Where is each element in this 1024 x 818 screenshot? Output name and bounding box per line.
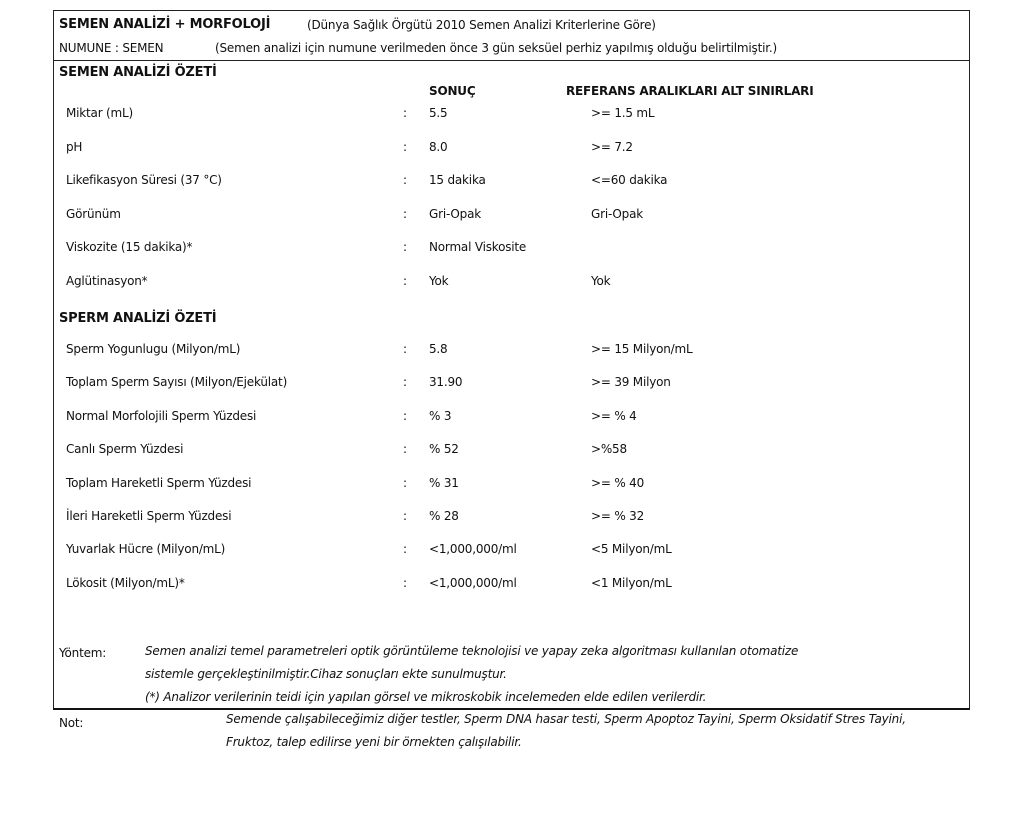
semen-section-title: SEMEN ANALİZİ ÖZETİ <box>59 65 217 80</box>
row-colon: : <box>403 542 407 557</box>
row-label: Aglütinasyon* <box>66 274 148 288</box>
row-colon: : <box>403 575 407 590</box>
row-colon: : <box>403 206 407 221</box>
row-reference: >%58 <box>591 442 627 457</box>
row-label: pH <box>66 139 83 154</box>
table-row <box>0 409 1024 429</box>
sample-note: (Semen analizi için numune verilmeden önce 3 gün seksüel perhiz yapılmış olduğu belirtilmiştir.) <box>215 41 777 55</box>
method-line: Semen analizi temel parametreleri optik görüntüleme teknolojisi ve yapay zeka algoritması kullanılan otomatize <box>145 644 799 658</box>
row-reference: >= % 32 <box>591 509 645 523</box>
table-row <box>0 106 1024 126</box>
row-label: Likefikasyon Süresi (37 °C) <box>66 173 222 188</box>
row-reference: <5 Milyon/mL <box>591 542 672 557</box>
row-value: % 3 <box>429 408 452 423</box>
row-reference: >= % 40 <box>591 475 645 490</box>
row-label: Toplam Hareketli Sperm Yüzdesi <box>66 475 252 490</box>
row-reference: <=60 dakika <box>591 173 668 188</box>
row-label: Miktar (mL) <box>66 106 133 120</box>
row-reference: Yok <box>591 274 611 288</box>
table-row <box>0 342 1024 362</box>
row-colon: : <box>403 442 407 457</box>
result-column-header: SONUÇ <box>429 84 476 98</box>
table-row <box>0 240 1024 260</box>
divider <box>53 60 970 61</box>
row-value: <1,000,000/ml <box>429 542 517 557</box>
sample-label: NUMUNE : SEMEN <box>59 41 164 55</box>
row-value: 5.8 <box>429 342 448 356</box>
table-row <box>0 375 1024 395</box>
method-label: Yöntem: <box>59 646 107 660</box>
table-row <box>0 140 1024 160</box>
method-line: sistemle gerçekleştinilmiştir.Cihaz sonuçları ekte sunulmuştur. <box>145 667 507 681</box>
row-value: % 31 <box>429 475 459 490</box>
row-reference: >= 7.2 <box>591 139 633 154</box>
row-colon: : <box>403 274 407 288</box>
table-row <box>0 542 1024 562</box>
row-value: Gri-Opak <box>429 206 481 221</box>
report-subtitle: (Dünya Sağlık Örgütü 2010 Semen Analizi Kriterlerine Göre) <box>307 18 656 32</box>
row-colon: : <box>403 173 407 188</box>
row-colon: : <box>403 139 407 154</box>
row-colon: : <box>403 342 407 356</box>
table-row <box>0 274 1024 294</box>
row-colon: : <box>403 408 407 423</box>
method-line: (*) Analizor verilerinin teidi için yapılan görsel ve mikroskobik incelemeden elde edilen verilerdir. <box>145 690 707 704</box>
row-value: 8.0 <box>429 139 448 154</box>
reference-column-header: REFERANS ARALIKLARI ALT SINIRLARI <box>566 84 814 98</box>
row-reference: >= 39 Milyon <box>591 375 671 390</box>
table-row <box>0 476 1024 496</box>
row-label: Lökosit (Milyon/mL)* <box>66 575 185 590</box>
row-reference: Gri-Opak <box>591 206 643 221</box>
row-reference: >= 15 Milyon/mL <box>591 342 693 356</box>
row-value: 31.90 <box>429 375 463 390</box>
row-value: <1,000,000/ml <box>429 575 517 590</box>
row-label: İleri Hareketli Sperm Yüzdesi <box>66 509 232 523</box>
note-label: Not: <box>59 716 84 730</box>
row-colon: : <box>403 475 407 490</box>
report-title: SEMEN ANALİZİ + MORFOLOJİ <box>59 17 271 32</box>
row-value: Yok <box>429 274 449 288</box>
table-row <box>0 576 1024 596</box>
row-label: Normal Morfolojili Sperm Yüzdesi <box>66 408 257 423</box>
row-value: 5.5 <box>429 106 448 120</box>
sperm-section-title: SPERM ANALİZİ ÖZETİ <box>59 311 217 326</box>
row-reference: >= 1.5 mL <box>591 106 655 120</box>
row-label: Yuvarlak Hücre (Milyon/mL) <box>66 542 226 557</box>
row-label: Canlı Sperm Yüzdesi <box>66 442 184 457</box>
row-value: % 52 <box>429 442 459 457</box>
row-label: Sperm Yogunlugu (Milyon/mL) <box>66 342 241 356</box>
row-colon: : <box>403 240 407 255</box>
table-row <box>0 442 1024 462</box>
row-colon: : <box>403 375 407 390</box>
table-row <box>0 509 1024 529</box>
row-value: Normal Viskosite <box>429 240 527 255</box>
row-label: Toplam Sperm Sayısı (Milyon/Ejekülat) <box>66 375 288 390</box>
row-colon: : <box>403 509 407 523</box>
row-colon: : <box>403 106 407 120</box>
row-label: Görünüm <box>66 206 121 221</box>
row-value: % 28 <box>429 509 459 523</box>
table-row <box>0 173 1024 193</box>
row-reference: >= % 4 <box>591 408 637 423</box>
table-row <box>0 207 1024 227</box>
note-line: Fruktoz, talep edilirse yeni bir örnekten çalışılabilir. <box>226 735 522 749</box>
note-line: Semende çalışabileceğimiz diğer testler, Sperm DNA hasar testi, Sperm Apoptoz Tayini, Sperm Oksidatif Stres Tayini, <box>226 712 906 726</box>
row-label: Viskozite (15 dakika)* <box>66 240 193 255</box>
row-value: 15 dakika <box>429 173 486 188</box>
row-reference: <1 Milyon/mL <box>591 575 672 590</box>
